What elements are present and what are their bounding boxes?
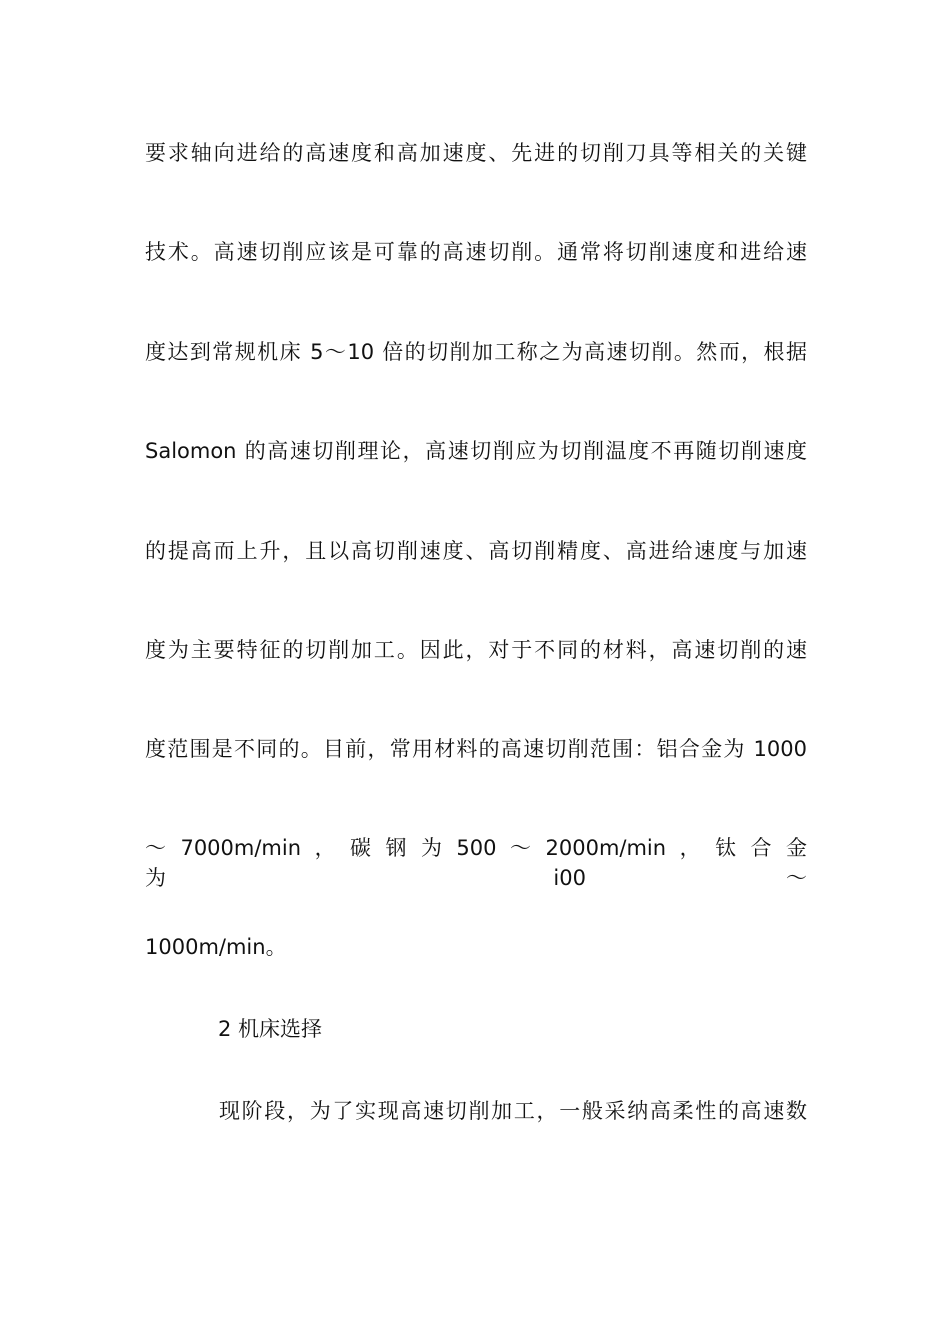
paragraph-line-8: ～ 7000m/min ， 碳 钢 为 500 ～ 2000m/min ， 钛 合 金 为 i00 ～ [145, 836, 807, 890]
paragraph-line-1: 要求轴向进给的高速度和高加速度、先进的切削刀具等相关的关键 [145, 141, 807, 165]
paragraph-line-7: 度范围是不同的。目前，常用材料的高速切削范围：铝合金为 1000 [145, 737, 807, 761]
paragraph-line-3: 度达到常规机床 5～10 倍的切削加工称之为高速切削。然而，根据 [145, 340, 807, 364]
paragraph-line-9: 1000m/min。 [145, 935, 287, 959]
paragraph-line-2: 技术。高速切削应该是可靠的高速切削。通常将切削速度和进给速 [145, 240, 807, 264]
section-heading: 2 机床选择 [218, 1017, 323, 1041]
paragraph-line-6: 度为主要特征的切削加工。因此，对于不同的材料，高速切削的速 [145, 638, 807, 662]
next-paragraph-line-1: 现阶段，为了实现高速切削加工，一般采纳高柔性的高速数 [219, 1099, 807, 1123]
paragraph-line-5: 的提高而上升，且以高切削速度、高切削精度、高进给速度与加速 [145, 539, 807, 563]
paragraph-line-4: Salomon 的高速切削理论，高速切削应为切削温度不再随切削速度 [145, 439, 807, 463]
